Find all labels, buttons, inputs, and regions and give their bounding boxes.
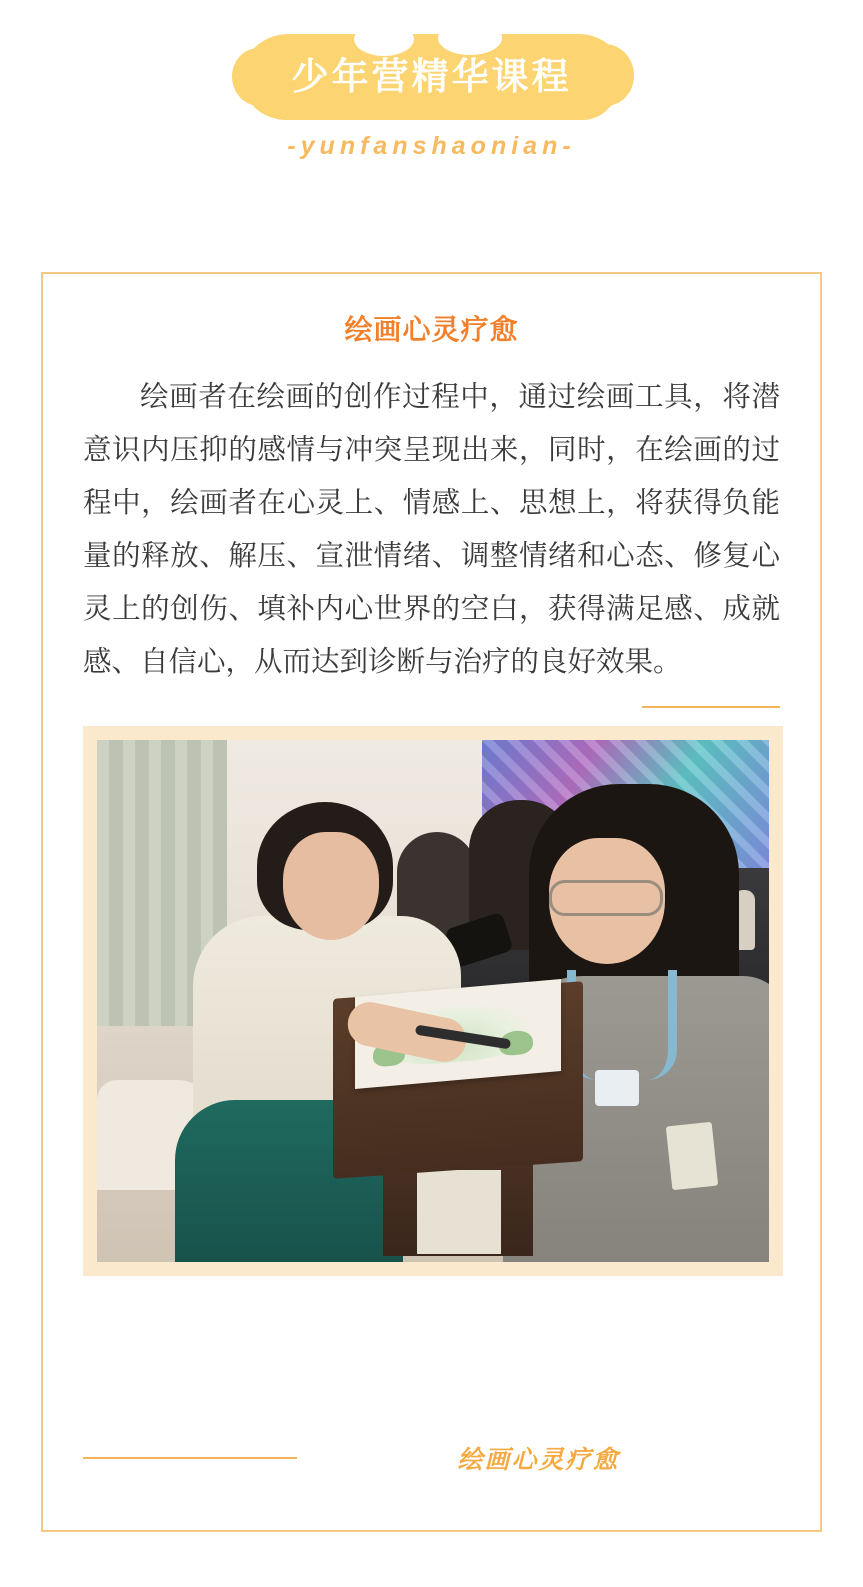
page-header: [0, 0, 863, 161]
photo-frame: [83, 726, 783, 1276]
caption-row: [83, 1440, 780, 1476]
card-inner: [43, 274, 820, 1276]
photo-badge: [595, 1070, 639, 1106]
caption-divider-line: [83, 1457, 297, 1459]
section-title: 绘画心灵疗愈: [344, 313, 519, 346]
content-card: [41, 272, 822, 1532]
divider-line: [642, 706, 780, 708]
photo-caption: 绘画心灵疗愈: [457, 1445, 620, 1474]
photo-person-right-glasses: [549, 880, 663, 916]
divider-row: [83, 706, 780, 708]
photo-person-left-face: [283, 832, 379, 940]
photo-stool-paper: [417, 1170, 501, 1254]
banner: [242, 34, 622, 120]
body-paragraph: 绘画者在绘画的创作过程中，通过绘画工具，将潜意识内压抑的感情与冲突呈现出来，同时，在绘画的过程中，绘画者在心灵上、情感上、思想上，将获得负能量的释放、解压、宣泄情绪、调整情绪和心态、修复心灵上的创伤、填补内心世界的空白，获得满足感、成就感、自信心，从而达到诊断与治疗的良好效果。: [83, 380, 780, 678]
banner-title: 少年营精华课程: [291, 55, 572, 98]
photo-name-tag: [666, 1122, 718, 1190]
photo-lanyard: [567, 970, 677, 1080]
page-subtitle: -yunfanshaonian-: [287, 132, 576, 160]
activity-photo: [97, 740, 769, 1262]
